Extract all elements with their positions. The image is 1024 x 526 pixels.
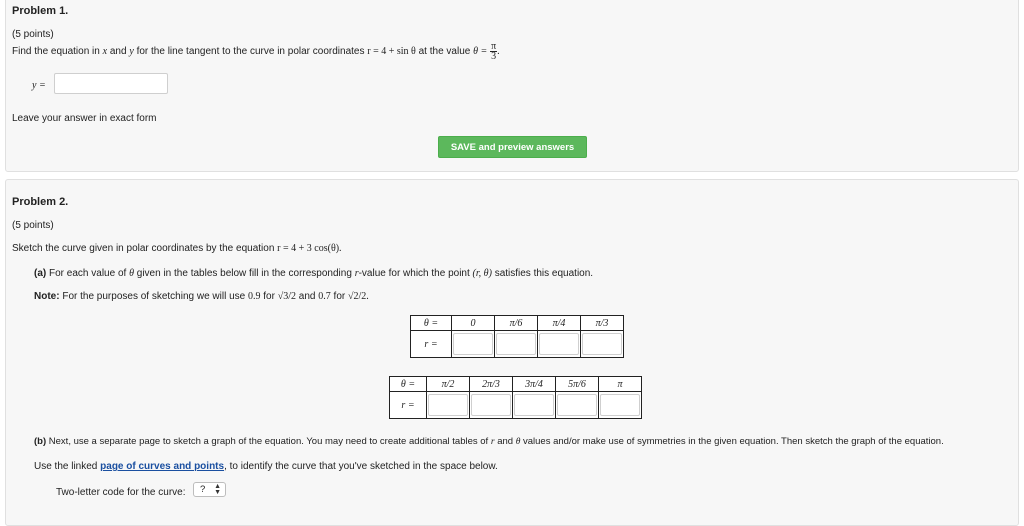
r-input[interactable] [471,394,511,416]
values-table-1 [410,315,624,358]
curve-code-value: ? [200,484,206,495]
r-input[interactable] [428,394,468,416]
theta-value: 5π/6 [556,377,599,392]
theta-value: 0 [452,316,495,331]
note-text [34,291,369,302]
problem-2-statement [12,243,342,254]
r-header: r = [411,331,452,358]
r-cell [427,392,470,419]
theta-value: π/2 [427,377,470,392]
part-b-text [34,436,944,447]
linked-text-1: Use the linked [34,461,98,472]
part-a-label: (a) [34,268,47,279]
theta-value: π [599,377,642,392]
theta-value: 2π/3 [470,377,513,392]
var-y: y [129,46,134,58]
note-value-2: 0.7 [318,291,331,302]
r-cell [599,392,642,419]
statement-text: and [109,46,127,58]
polar-equation: r = 4 + sin θ [367,46,416,58]
theta-value: 3π/4 [513,377,556,392]
curves-and-points-link[interactable]: page of curves and points [100,461,225,472]
note-root-1: √3/2 [277,291,297,302]
r-header: r = [390,392,427,419]
var-theta: θ [515,437,521,447]
curve-code-label: Two-letter code for the curve: [56,487,186,498]
r-input[interactable] [557,394,597,416]
r-cell [538,331,581,358]
part-b-text-2: and [497,436,514,447]
var-r: r [490,437,495,447]
problem-1-statement: Find the equation in x and y for the line tangent to the curve in polar coordinates r = 4 + sin θ at the value θ = $\frac{\pi}{3}$ . [12,41,500,62]
statement-text: at the value [418,46,471,58]
r-input[interactable] [453,333,493,355]
theta-header: θ = [390,377,427,392]
part-b-text-1: Next, use a separate page to sketch a graph of the equation. You may need to create additional tables of [48,436,489,447]
note-text-1: For the purposes of sketching we will use [62,291,246,302]
curve-code-select[interactable] [193,482,226,497]
part-b-label: (b) [34,436,47,447]
r-input[interactable] [514,394,554,416]
r-input[interactable] [496,333,536,355]
part-a-text [34,268,593,279]
linked-text-2: , to identify the curve that you've sketched in the space below. [224,461,498,472]
save-preview-button[interactable]: SAVE and preview answers [438,136,587,158]
note-root-2: √2/2. [348,291,369,302]
answer-y-label: y = [32,80,46,91]
r-input[interactable] [539,333,579,355]
r-cell [452,331,495,358]
r-cell [556,392,599,419]
part-a-text-1: For each value of [49,268,127,279]
linked-page-text [34,461,498,472]
part-a-text-3: -value for which the point [358,268,470,279]
theta-equals: θ = [473,46,488,58]
r-cell [470,392,513,419]
part-b-text-3: values and/or make use of symmetries in the given equation. Then sketch the graph of the equation. [523,436,944,447]
part-a-text-2: given in the tables below fill in the corresponding [136,268,352,279]
note-label: Note: [34,291,60,302]
polar-equation: r = 4 + 3 cos(θ). [277,243,342,254]
problem-1-points: (5 points) [12,29,54,40]
theta-value: π/3 [581,316,624,331]
select-arrows-icon: ▲ ▼ [214,483,221,496]
part-a-text-4: satisfies this equation. [494,268,594,279]
theta-value: π/4 [538,316,581,331]
values-table-2 [389,376,642,419]
problem-1-panel [5,0,1019,172]
statement-text: for the line tangent to the curve in polar coordinates [136,46,365,58]
problem-1-title: Problem 1. [12,5,69,17]
theta-header: θ = [411,316,452,331]
statement-text: Sketch the curve given in polar coordinates by the equation [12,243,275,254]
problem-2-title: Problem 2. [12,196,69,208]
r-cell [513,392,556,419]
var-x: x [102,46,108,58]
var-r: r [354,268,359,279]
r-input[interactable] [600,394,640,416]
fraction-numerator: π [491,41,497,52]
var-theta: θ [129,268,134,279]
problem-2-points: (5 points) [12,220,54,231]
r-cell [581,331,624,358]
note-text-4: for [333,291,346,302]
note-text-2: for [263,291,275,302]
answer-y-input[interactable] [54,73,168,94]
exact-form-note: Leave your answer in exact form [12,113,157,124]
r-cell [495,331,538,358]
r-input[interactable] [582,333,622,355]
theta-value: π/6 [495,316,538,331]
problem-2-panel [5,179,1019,526]
statement-text: Find the equation in [12,46,100,58]
note-text-3: and [298,291,316,302]
point-r-theta: (r, θ) [472,268,492,279]
note-value-1: 0.9 [248,291,261,302]
fraction-denominator: 3 [491,51,497,62]
